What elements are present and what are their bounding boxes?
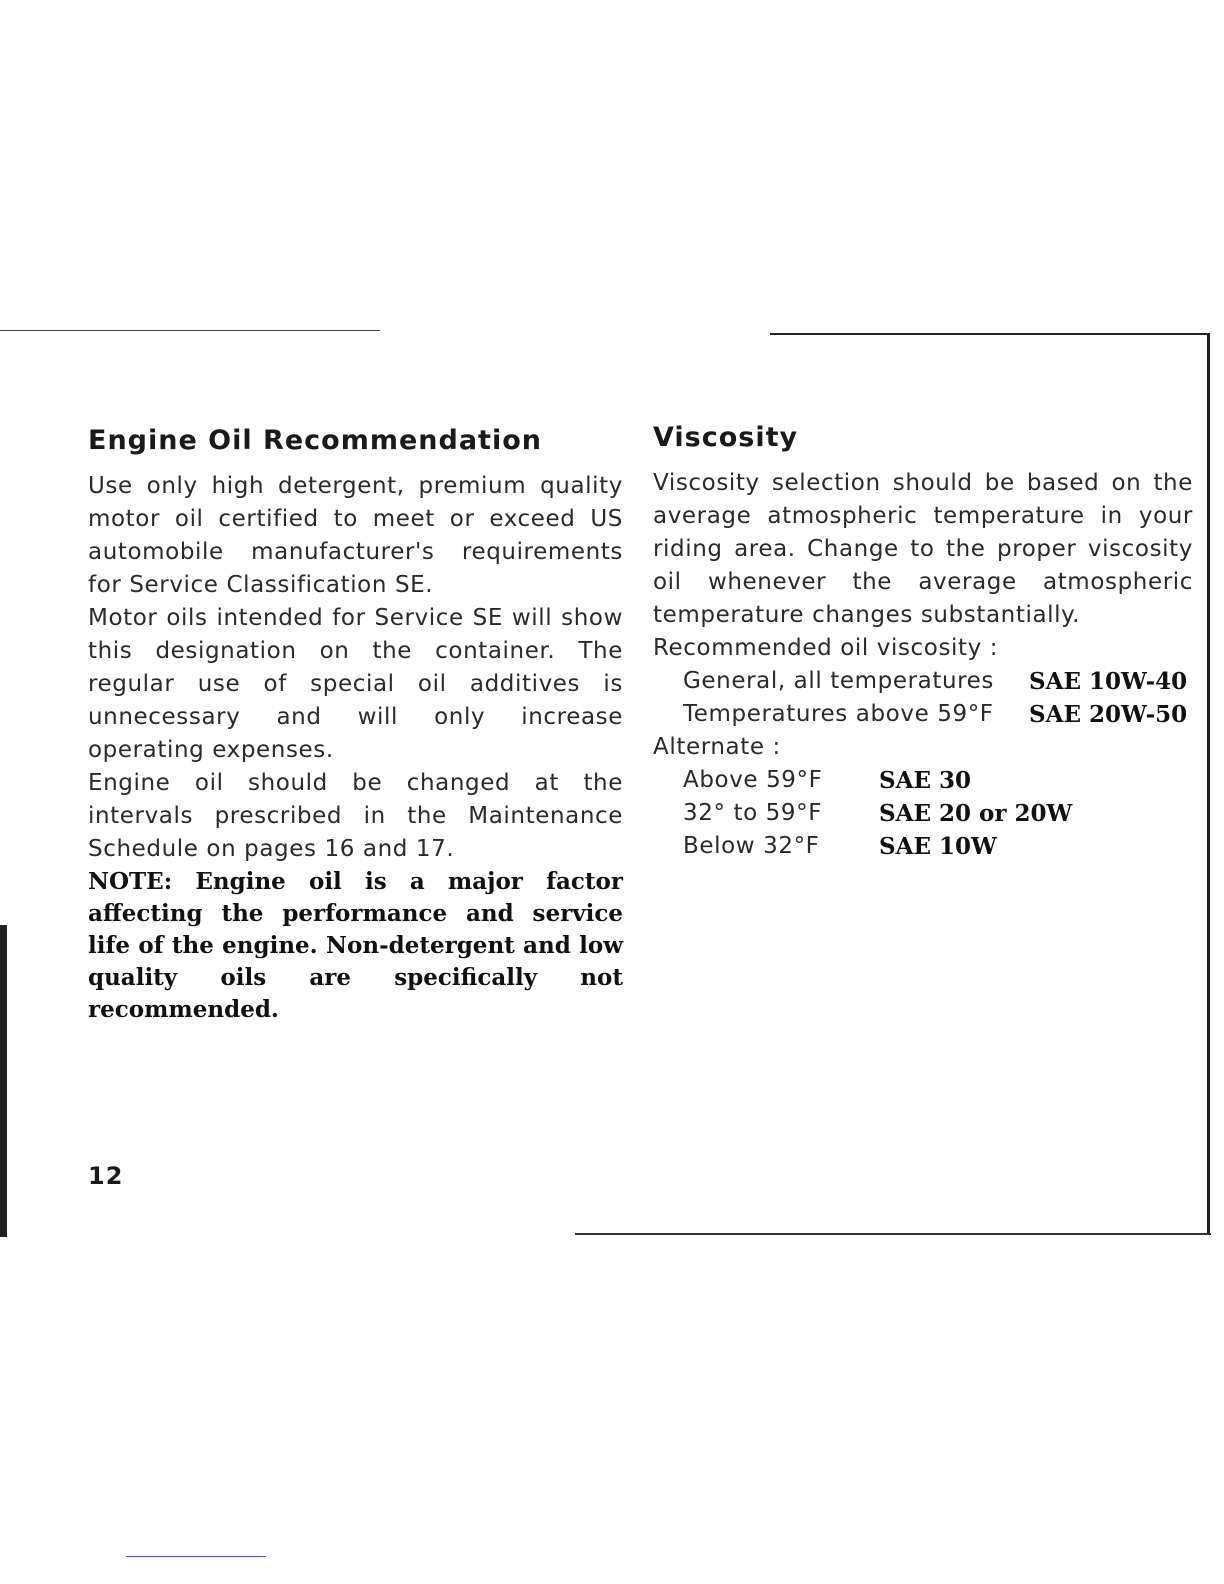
bottom-rule	[575, 1233, 1211, 1235]
alternate-value: SAE 30	[879, 767, 971, 794]
recommended-row	[653, 665, 1193, 698]
engine-oil-note: NOTE: Engine oil is a major factor affecting the performance and service life of the engine. Non-detergent and low quality oils are specifically not recommended.	[88, 868, 623, 1023]
recommended-value: SAE 10W-40	[1029, 668, 1188, 695]
alternate-value: SAE 10W	[879, 833, 997, 860]
scan-mark	[126, 1556, 266, 1557]
alternate-condition: Above 59°F	[683, 767, 823, 793]
alternate-row	[653, 797, 1193, 830]
recommended-row	[653, 698, 1193, 731]
top-rule-right	[770, 333, 1210, 335]
right-border	[1207, 333, 1210, 1233]
alternate-row	[653, 830, 1193, 863]
alternate-label: Alternate :	[653, 734, 781, 760]
engine-oil-paragraph: Use only high detergent, premium quality motor oil certified to meet or exceed US automobile manufacturer's requirements for Service Classification SE.	[88, 473, 623, 598]
engine-oil-paragraph: Engine oil should be changed at the intervals prescribed in the Maintenance Schedule on pages 16 and 17.	[88, 770, 623, 862]
recommended-label: Recommended oil viscosity :	[653, 635, 999, 661]
engine-oil-section	[88, 425, 623, 1026]
viscosity-heading: Viscosity	[653, 422, 799, 453]
engine-oil-paragraph: Motor oils intended for Service SE will show this designation on the container. The regular use of special oil additives is unnecessary and will only increase operating expenses.	[88, 605, 623, 763]
alternate-condition: 32° to 59°F	[683, 800, 823, 826]
recommended-label-row	[653, 632, 1193, 665]
alternate-value: SAE 20 or 20W	[879, 800, 1073, 827]
left-border	[0, 925, 7, 1237]
viscosity-section	[653, 422, 1193, 863]
alternate-condition: Below 32°F	[683, 833, 820, 859]
engine-oil-heading: Engine Oil Recommendation	[88, 425, 542, 456]
alternate-row	[653, 764, 1193, 797]
alternate-label-row	[653, 731, 1193, 764]
page-number: 12	[88, 1162, 124, 1190]
recommended-condition: Temperatures above 59°F	[683, 701, 994, 727]
viscosity-intro: Viscosity selection should be based on the average atmospheric temperature in your riding area. Change to the proper viscosity oil whenever the average atmospheric temperature changes substantially.	[653, 470, 1193, 628]
recommended-condition: General, all temperatures	[683, 668, 995, 694]
top-rule-left	[0, 330, 380, 331]
recommended-value: SAE 20W-50	[1029, 701, 1188, 728]
